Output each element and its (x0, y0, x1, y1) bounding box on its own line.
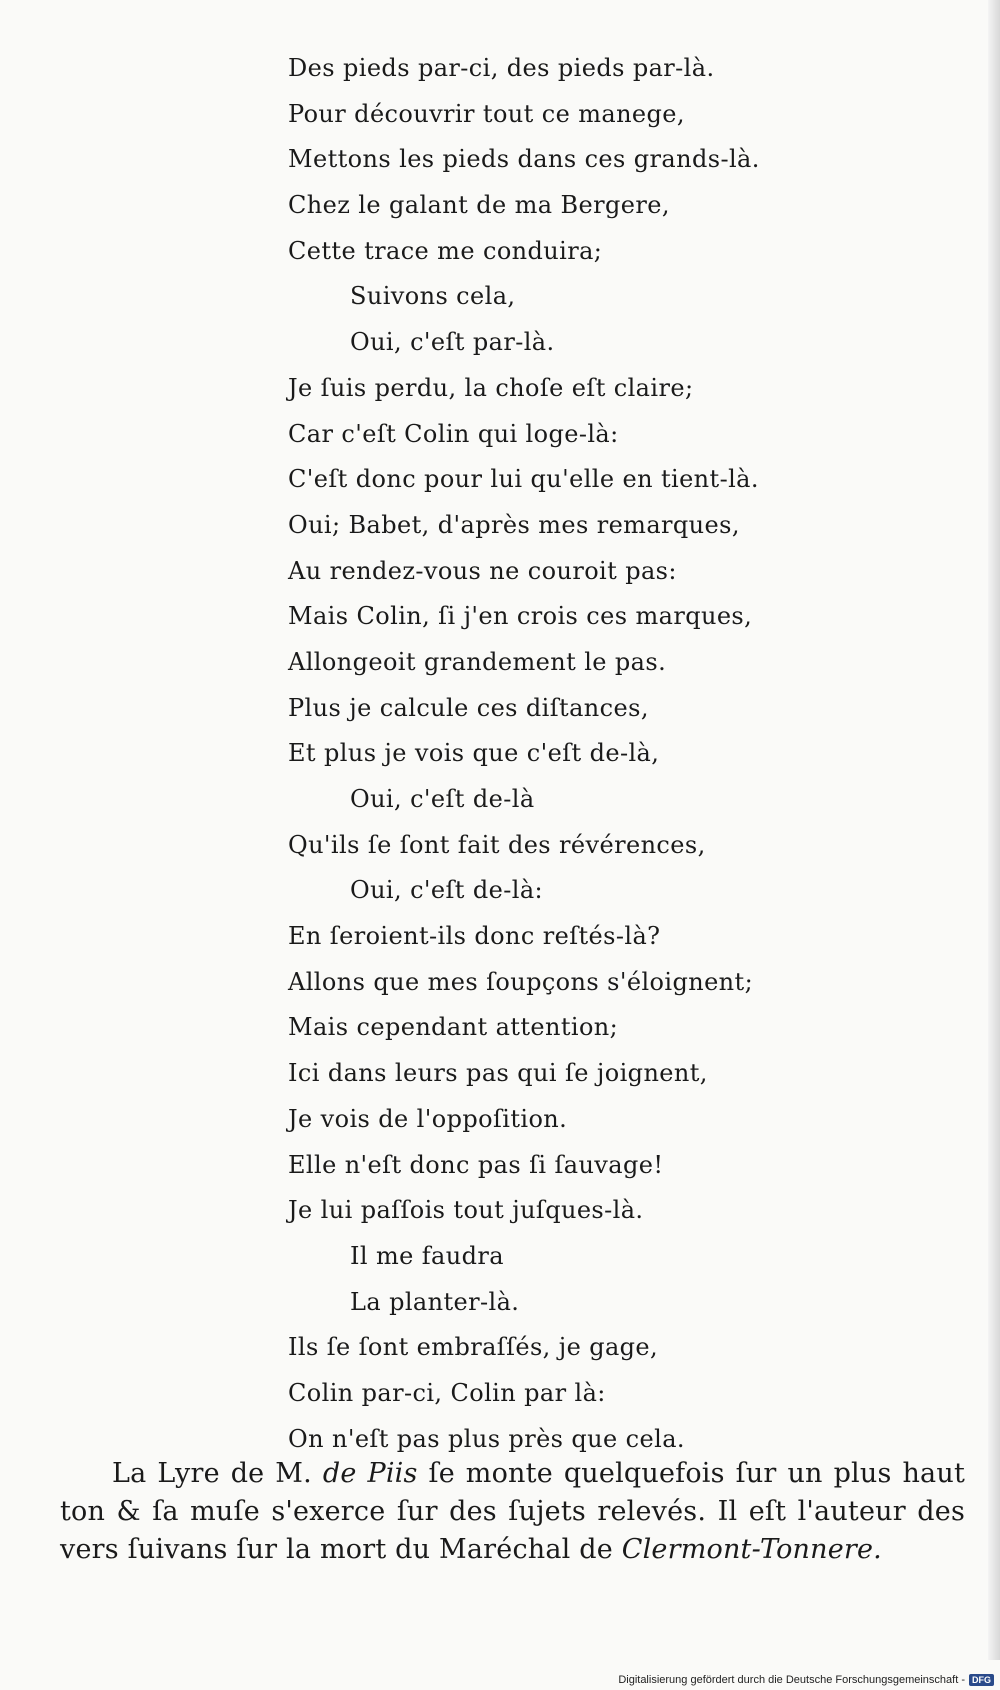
poem-line: Je ſuis perdu, la choſe eſt claire; (288, 373, 694, 402)
subject-name: Clermont-Tonnere. (621, 1534, 882, 1565)
poem-line: En ſeroient-ils donc reſtés-là? (288, 922, 661, 951)
poem-line: Elle n'eſt donc pas ſi ſauvage! (288, 1150, 664, 1179)
poem-line: Des pieds par-ci, des pieds par-là. (288, 54, 715, 82)
poem-line: Allongeoit grandement le pas. (288, 647, 667, 676)
poem-stanza (288, 46, 808, 1462)
poem-line: Je vois de l'oppoſition. (288, 1104, 568, 1133)
poem-line: Et plus je vois que c'eſt de-là, (288, 739, 660, 768)
poem-line: Allons que mes ſoupçons s'éloignent; (288, 967, 754, 996)
poem-line: Mais Colin, ſi j'en crois ces marques, (288, 602, 753, 631)
poem-line: Il me faudra (350, 1241, 504, 1270)
poem-line: Ils ſe ſont embraſſés, je gage, (288, 1333, 659, 1362)
page-gutter (988, 0, 1000, 1660)
poem-line: Mais cependant attention; (288, 1013, 619, 1042)
poem-line: Ici dans leurs pas qui ſe joignent, (288, 1059, 708, 1088)
poem-line: La planter-là. (350, 1287, 520, 1316)
poem-line: On n'eſt pas plus près que cela. (288, 1424, 685, 1453)
poem-line: Pour découvrir tout ce manege, (288, 99, 685, 128)
prose-part-2: ſe monte quelquefois ſur un plus haut ton & ſa muſe s'exerce ſur des ſujets relevés. Il eſt l'auteur des vers ſuivans ſur la mort du Maréchal de (60, 1458, 965, 1565)
dfg-logo-icon: DFG (969, 1674, 994, 1686)
poem-line: Oui, c'eſt par-là. (350, 328, 555, 357)
poem-line: Colin par-ci, Colin par là: (288, 1378, 606, 1407)
poem-line: Je lui paſſois tout juſques-là. (288, 1196, 644, 1225)
prose-part-1: La Lyre de M. (112, 1458, 323, 1489)
poem-line: Chez le galant de ma Bergere, (288, 191, 670, 220)
poem-line: Oui; Babet, d'après mes remarques, (288, 510, 740, 539)
poem-line: Car c'eſt Colin qui loge-là: (288, 419, 619, 448)
poet-name: de Piis (322, 1458, 418, 1489)
poem-line: Oui, c'eſt de-là (350, 785, 535, 813)
poem-line: Suivons cela, (350, 282, 516, 311)
poem-line: Mettons les pieds dans ces grands-là. (288, 145, 760, 174)
digitization-footer (618, 1674, 994, 1686)
footer-credit: Digitalisierung gefördert durch die Deutsche Forschungsgemeinschaft - (618, 1674, 965, 1686)
poem-line: Oui, c'eſt de-là: (350, 876, 544, 905)
prose-paragraph (60, 1455, 965, 1569)
poem-line: Plus je calcule ces diſtances, (288, 693, 649, 722)
poem-line: Cette trace me conduira; (288, 236, 603, 265)
poem-line: C'eſt donc pour lui qu'elle en tient-là. (288, 465, 759, 494)
poem-line: Qu'ils ſe ſont fait des révérences, (288, 830, 706, 859)
poem-line: Au rendez-vous ne couroit pas: (288, 556, 677, 585)
